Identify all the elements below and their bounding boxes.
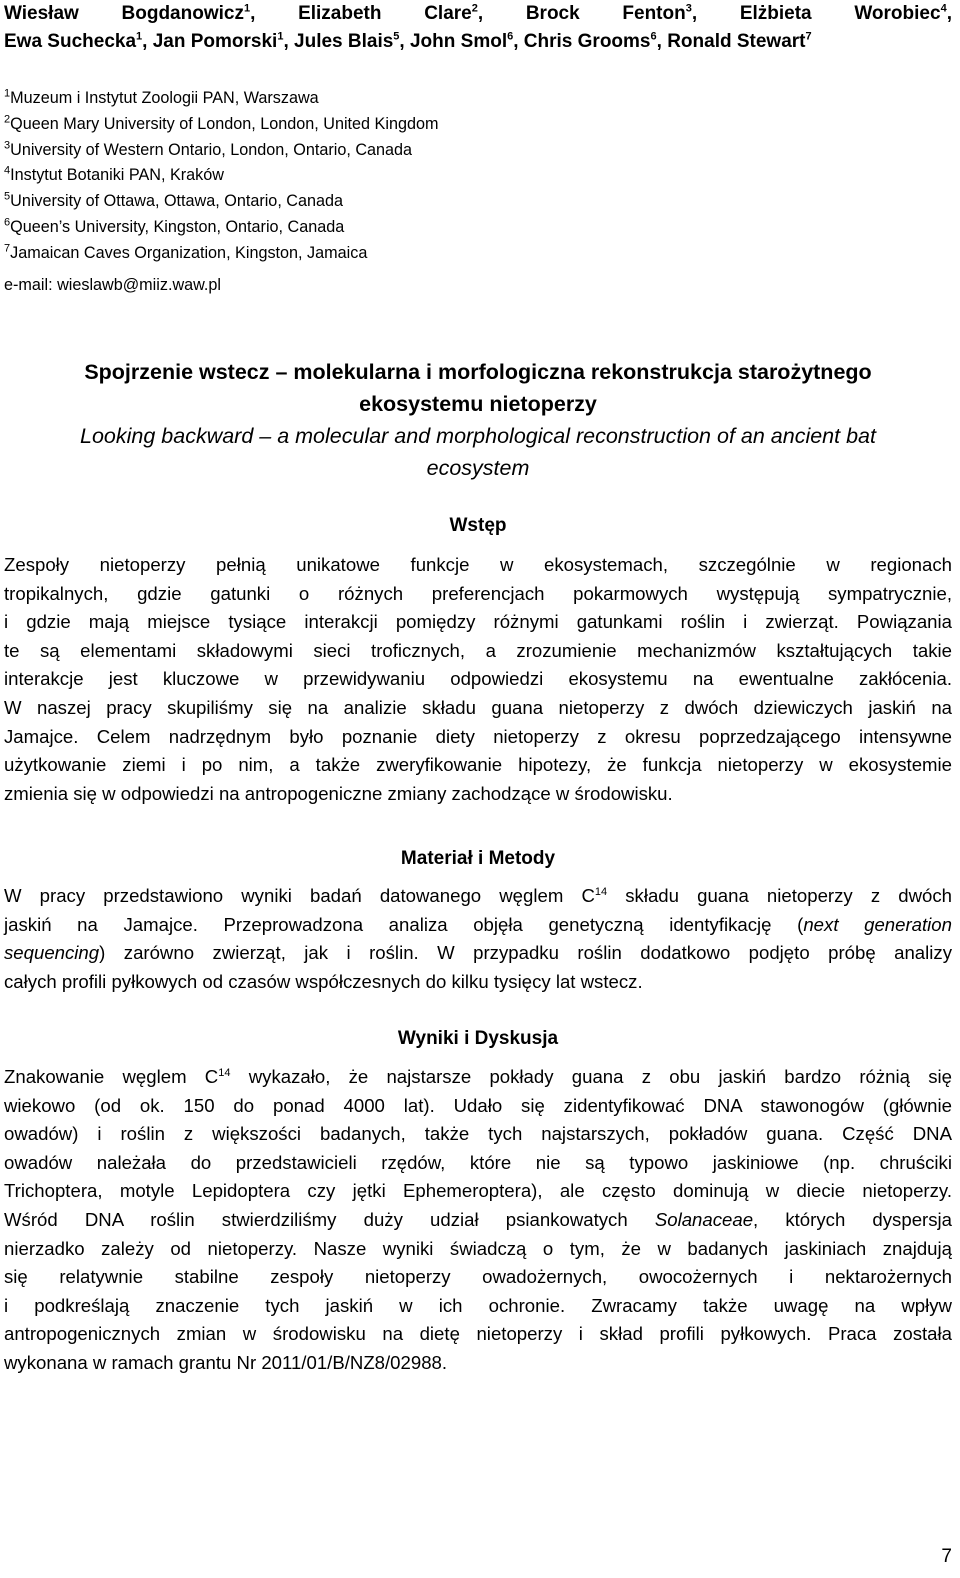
author-name: Elżbieta — [739, 3, 812, 24]
intro-paragraph — [4, 551, 952, 808]
author-list — [4, 0, 952, 56]
paragraph-line: nierzadko zależy od nietoperzy. Nasze wyniki świadczą o tym, że w badanych jaskiniach znajdują — [4, 1237, 952, 1259]
paragraph-line: W pracy przedstawiono wyniki badań datowanego węglem $C^{14}$ składu guana nietoperzy z dwóch — [4, 885, 952, 906]
title-polish-line: ekosystemu nietoperzy — [359, 392, 597, 416]
author-name: Wiesław — [4, 3, 79, 24]
paragraph-line: tropikalnych, gdzie gatunki o różnych preferencjach pokarmowych występują sympatrycznie, — [4, 582, 952, 604]
contact-email: e-mail: wieslawb@miiz.waw.pl — [4, 276, 222, 294]
title-polish — [4, 356, 952, 420]
author-name: Ewa Suchecka$^1$ — [4, 30, 143, 52]
paragraph-line: owadów należała do przedstawicieli rzędów, które nie są typowo jaskiniowe (np. chruściki — [4, 1151, 952, 1173]
paragraph-line: jaskiń na Jamajce. Przeprowadzona analiza objęła genetyczną identyfikację (next generation — [4, 913, 952, 935]
author-name: Jules Blais$^5$ — [294, 30, 400, 52]
paragraph-line: antropogenicznych zmian w środowisku na dietę nietoperzy i skład profili pyłkowych. Praca została — [4, 1323, 952, 1345]
affiliation-item: $^5$University of Ottawa, Ottawa, Ontario, Canada — [4, 190, 344, 211]
methods-paragraph — [4, 882, 952, 996]
author-name: Bogdanowicz$^1$, — [121, 2, 256, 24]
title-english-line: ecosystem — [426, 456, 530, 480]
title-english-line: Looking backward – a molecular and morphological reconstruction of an ancient bat — [80, 424, 876, 448]
results-paragraph — [4, 1063, 952, 1378]
paragraph-line: Znakowanie węglem $C^{14}$ wykazało, że najstarsze pokłady guana z obu jaskiń bardzo różnią się — [4, 1066, 952, 1087]
paragraph-line: się relatywnie stabilne zespoły nietoperzy owadożernych, owocożernych i nektarożernych — [4, 1266, 952, 1288]
affiliation-list — [4, 86, 438, 267]
section-heading-intro: Wstęp — [449, 515, 507, 536]
author-name: Jan Pomorski$^1$ — [152, 30, 284, 52]
paragraph-line: wykonana w ramach grantu Nr 2011/01/B/NZ8/02988. — [4, 1351, 448, 1373]
author-name: Clare$^2$, — [424, 2, 484, 24]
paragraph-line: sequencing) zarówno zwierząt, jak i roślin. W przypadku roślin dodatkowo podjęto próbę analizy — [4, 942, 952, 964]
paragraph-line: i gdzie mają miejsce tysiące interakcji pomiędzy różnymi gatunkami roślin i zwierząt. Powiązania — [4, 611, 952, 633]
affiliation-item: $^6$Queen’s University, Kingston, Ontario, Canada — [4, 216, 345, 236]
affiliation-item: $^4$Instytut Botaniki PAN, Kraków — [4, 165, 224, 185]
author-name: Worobiec$^4$, — [854, 2, 952, 24]
author-name: Ronald Stewart$^7$ — [667, 30, 812, 52]
paragraph-line: Jamajce. Celem nadrzędnym było poznanie diety nietoperzy z okresu poprzedzającego intensywne — [4, 725, 952, 747]
author-name: Brock — [525, 3, 580, 24]
author-name: John Smol$^6$ — [409, 30, 514, 52]
paragraph-line: wiekowo (od ok. 150 do ponad 4000 lat). Udało się zidentyfikować DNA stawonogów (głównie — [4, 1094, 952, 1116]
section-heading-methods: Materiał i Metody — [400, 848, 556, 869]
author-line-2: Ewa Suchecka$^1$, Jan Pomorski$^1$, Jules Blais$^5$, John Smol$^6$, Chris Grooms$^6$, Ronald Stewart$^7$ — [4, 30, 812, 52]
affiliation-item: $^3$University of Western Ontario, London, Ontario, Canada — [4, 139, 413, 159]
title-english — [4, 420, 952, 484]
paragraph-line: Zespoły nietoperzy pełnią unikatowe funkcje w ekosystemach, szczególnie w regionach — [4, 554, 952, 575]
paragraph-line: Trichoptera, motyle Lepidoptera czy jętki Ephemeroptera), ale często dominują w diecie nietoperzy. — [4, 1180, 952, 1202]
author-name: Elizabeth — [298, 3, 382, 24]
affiliation-item: $^7$Jamaican Caves Organization, Kingston, Jamaica — [4, 242, 368, 262]
affiliation-item: $^1$Muzeum i Instytut Zoologii PAN, Warszawa — [4, 87, 319, 107]
paragraph-line: Wśród DNA roślin stwierdziliśmy duży udział psiankowatych Solanaceae, których dyspersja — [4, 1208, 952, 1230]
author-line-1 — [4, 0, 952, 28]
paragraph-line: całych profili pyłkowych od czasów współczesnych do kilku tysięcy lat wstecz. — [4, 970, 643, 992]
page-number: 7 — [941, 1546, 952, 1567]
title-polish-line: Spojrzenie wstecz – molekularna i morfologiczna rekonstrukcja starożytnego — [84, 360, 872, 384]
paragraph-line: owadów) i roślin z większości badanych, także tych najstarszych, pokładów guana. Część DNA — [4, 1123, 952, 1145]
section-heading-results: Wyniki i Dyskusja — [397, 1028, 559, 1049]
author-name: Fenton$^3$, — [622, 2, 698, 24]
paragraph-line: W naszej pracy skupiliśmy się na analizie składu guana nietoperzy z dwóch dziewiczych jaskiń na — [4, 696, 952, 718]
author-name: Chris Grooms$^6$ — [523, 30, 657, 52]
paragraph-line: użytkowanie ziemi i po nim, a także zweryfikowanie hipotezy, że funkcja nietoperzy w ekosystemie — [4, 754, 952, 776]
paragraph-line: i podkreślają znaczenie tych jaskiń w ich ochronie. Zwracamy także uwagę na wpływ — [4, 1294, 952, 1316]
paragraph-line: interakcje jest kluczowe w przewidywaniu odpowiedzi ekosystemu na ewentualne zakłócenia. — [4, 668, 952, 690]
paragraph-line: te są elementami składowymi sieci troficznych, a zrozumienie mechanizmów kształtujących takie — [4, 639, 952, 661]
affiliation-item: $^2$Queen Mary University of London, London, United Kingdom — [4, 113, 439, 133]
paragraph-line: zmienia się w odpowiedzi na antropogeniczne zmiany zachodzące w środowisku. — [4, 782, 673, 804]
